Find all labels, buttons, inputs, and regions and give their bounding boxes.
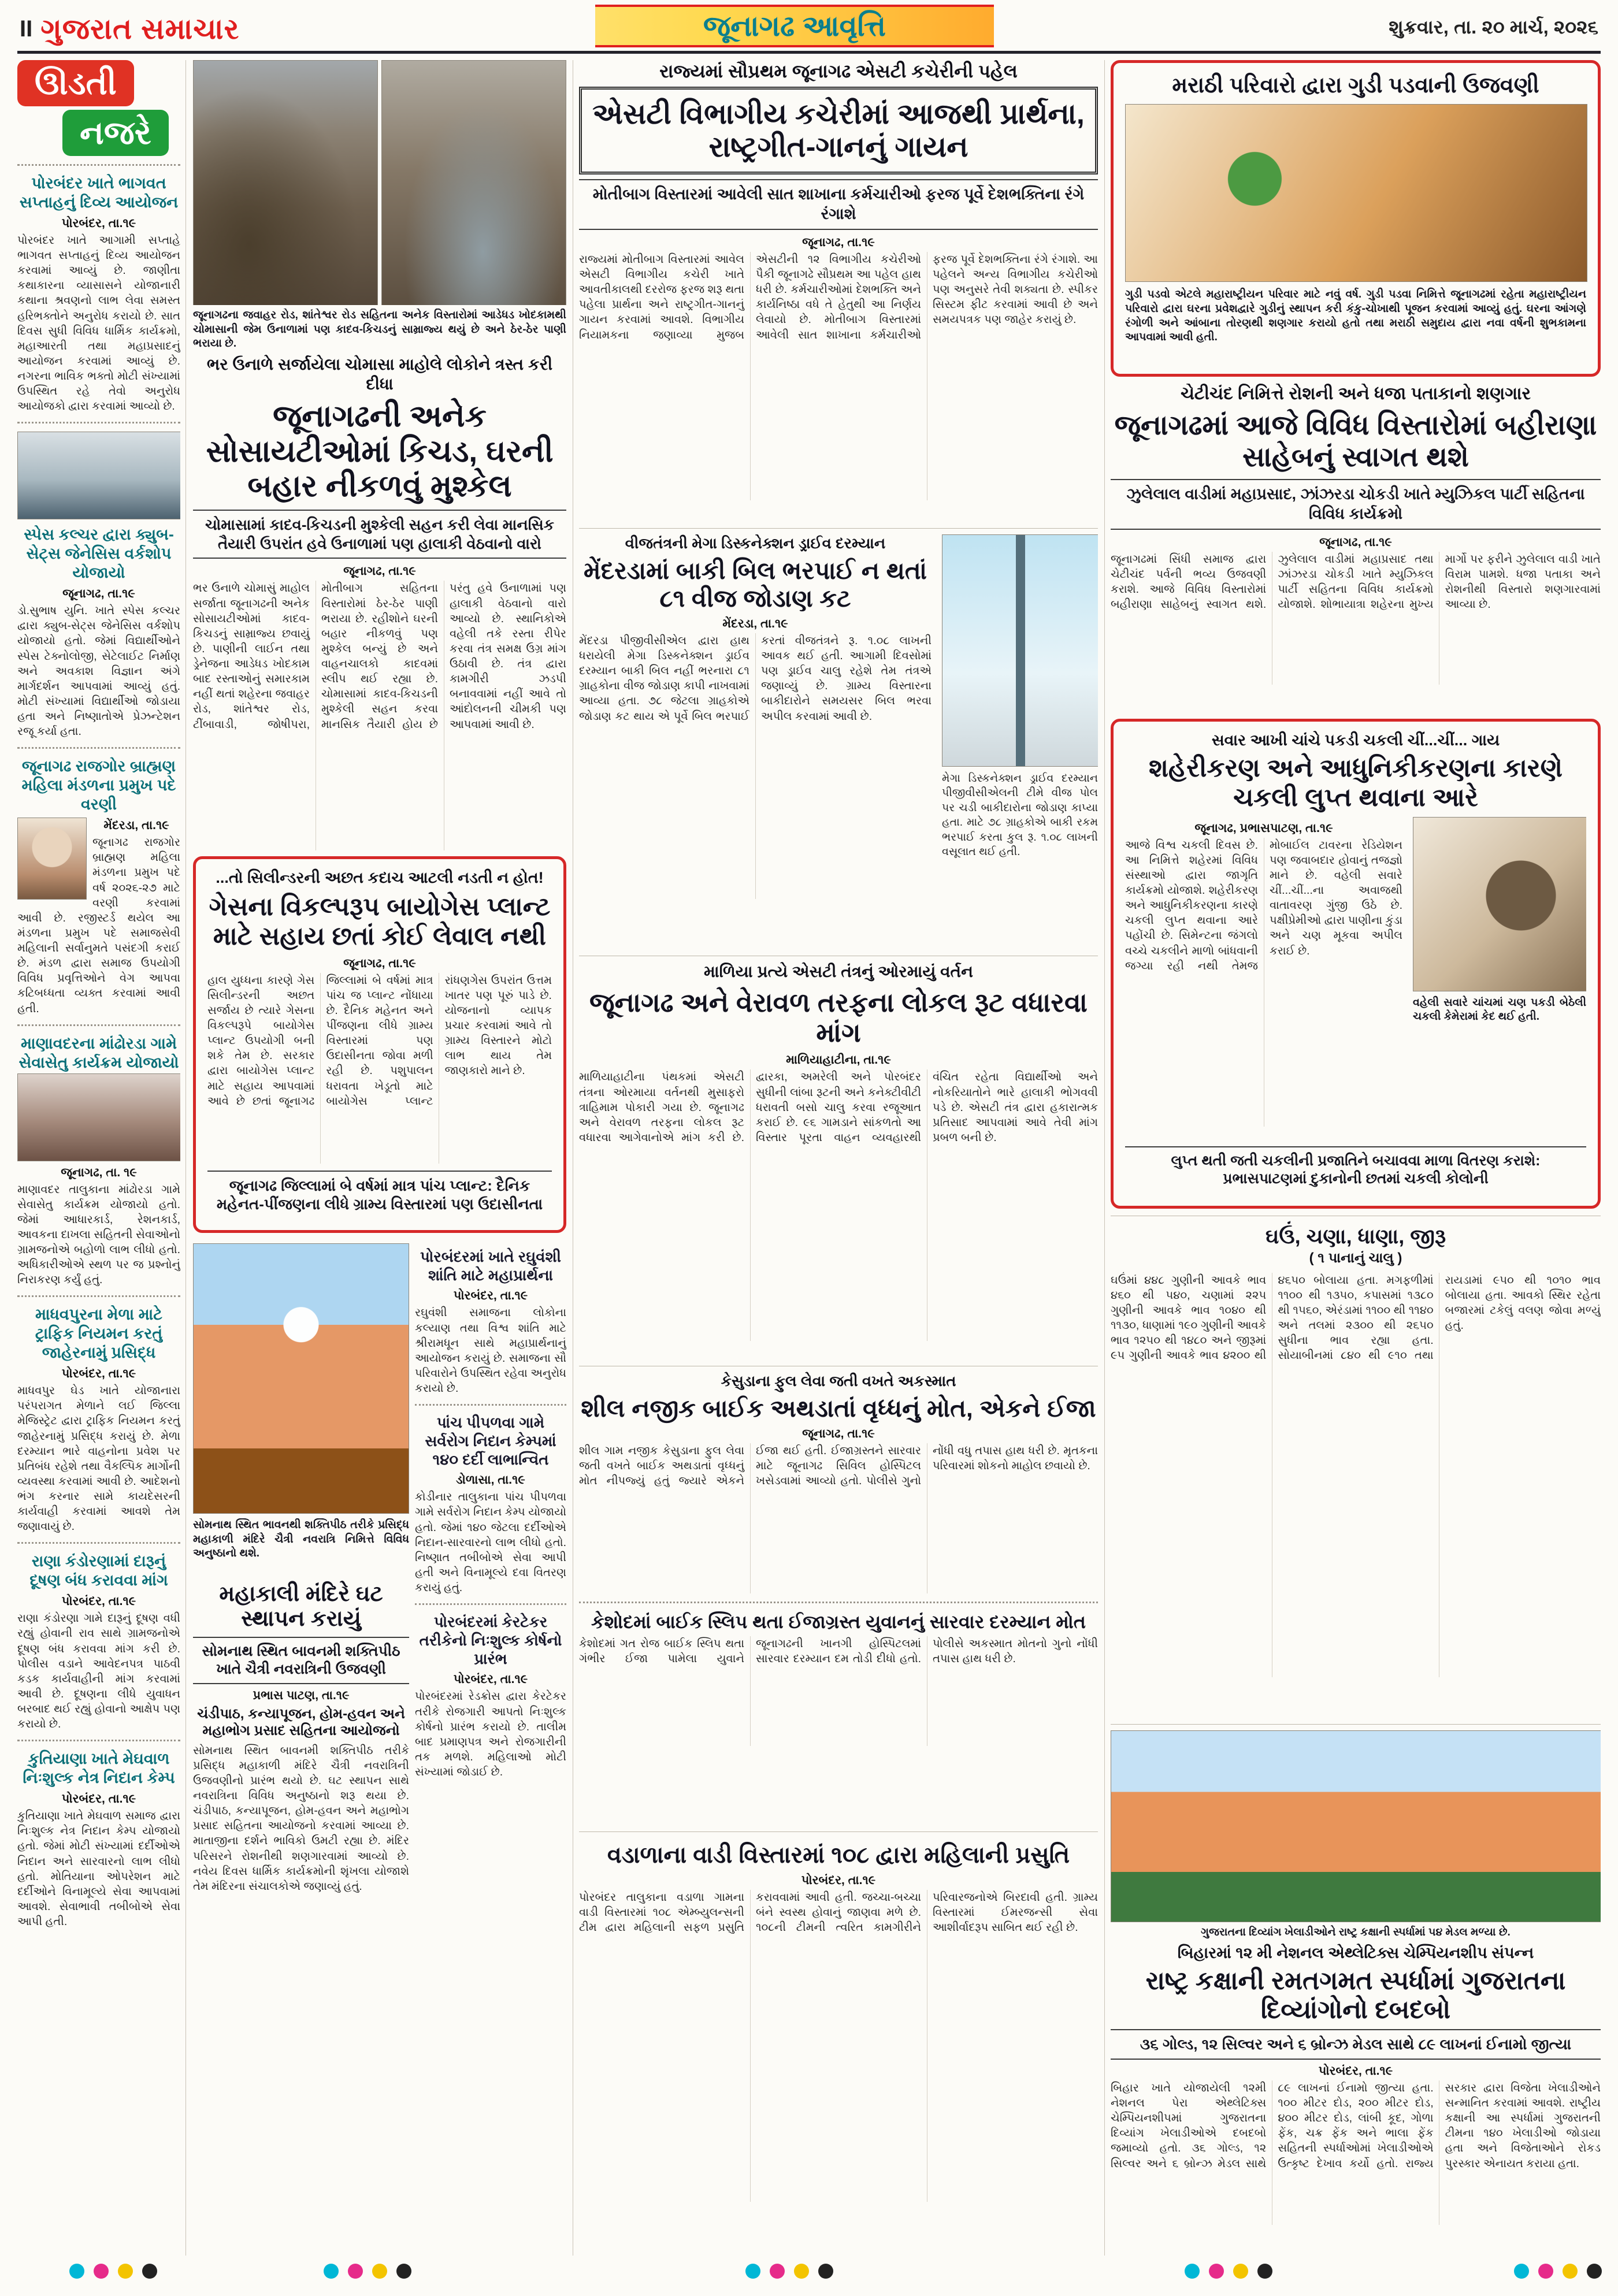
registration-dots [69,2264,157,2279]
section-sports-article [1111,1724,1601,2253]
yellow-dot [118,2264,133,2279]
article-body: માળિયાહાટીના પંથકમાં એસટી તંત્રના ઓરમાયા વર્તનથી મુસાફરો ત્રાહિમામ પોકારી ગયા છે. જૂનાગઢ અને વેરાવળ તરફના લોકલ રૂટ વધારવા આગેવાનોએ માંગ કરી છે. દ્વારકા, અમરેલી અને પોરબંદર સુધીની લાંબા રૂટની અને કનેક્ટીવીટી ધરાવતી બસો ચાલુ કરવા રજૂઆત કરાઈ છે. ૯૬ ગામડાને સાંકળતો આ વિસ્તાર પૂરતા વાહન વ્યવહારથી વંચિત રહેતા વિદ્યાર્થીઓ અને નોકરિયાતોને ભારે હાલાકી ભોગવવી પડે છે. એસટી તંત્ર દ્વારા હકારાત્મક પ્રતિસાદ આપવામાં આવે તેવી માંગ પ્રબળ બની છે. [579,1071,1098,1144]
dateline: જૂનાગઢ, તા.૧૯ [802,1427,875,1441]
power-article-main [579,534,932,951]
article-headline: પાંચ પીપળવા ગામે સર્વરોગ નિદાન કેમ્પમાં ૧૪૦ દર્દી લાભાન્વિત [425,1414,556,1468]
article-body: ડો.સુભાષ યુનિ. ખાતે સ્પેસ કલ્ચર દ્વારા ક્યુબ-સેટ્સ જેનેસિસ વર્કશોપ યોજાયો હતો. જેમાં વિદ્યાર્થીઓને સ્પેસ ટેક્નોલોજી, સેટેલાઈટ નિર્માણ અને અવકાશ વિજ્ઞાન અંગે માર્ગદર્શન આપવામાં આવ્યું હતું. મોટી સંખ્યામાં વિદ્યાર્થીઓ જોડાયા હતા અને નિષ્ણાતોએ પ્રેઝન્ટેશન રજૂ કર્યા હતા. [17,604,180,738]
photo-side-note: મેગા ડિસ્કનેક્શન ડ્રાઈવ દરમ્યાન પીજીવીસીએલની ટીમે વીજ પોલ પર ચડી બાકીદારોના જોડાણ કાપ્યા હતા. માટે ૭૮ ગ્રાહકોએ બાકી રકમ ભરપાઈ કરતા કુલ રૂ. ૧.૦૮ લાખની વસૂલાત થઈ હતી. [942,772,1098,859]
article-headline: જૂનાગઢમાં આજે વિવિધ વિસ્તારોમાં બહીરાણા સાહેબનું સ્વાગત થશે [1114,410,1597,473]
article-body: રઘુવંશી સમાજના લોકોના કલ્યાણ તથા વિશ્વ શાંતિ માટે શ્રીરામધૂન સાથે મહાપ્રાર્થનાનું આયોજન કરાયું છે. સમાજના સૌ પરિવારોને ઉપસ્થિત રહેવા અનુરોધ કરાયો છે. [415,1306,566,1395]
registration-dots [745,2264,833,2279]
section-accident-article [579,1366,1098,1827]
divider [415,1404,566,1406]
photo-muddy-road-2 [381,60,566,305]
market-headline: ઘઉં, ચણા, ધાણા, જીરૂ [1265,1224,1446,1248]
magenta-dot [1209,2264,1224,2279]
article-body: કુતિયાણા ખાતે મેઘવાળ સમાજ દ્વારા નિઃશુલ્ક નેત્ર નિદાન કેમ્પ યોજાયો હતો. જેમાં મોટી સંખ્યામાં દર્દીઓએ નિદાન અને સારવારનો લાભ લીધો હતો. મોતિયાના ઓપરેશન માટે દર્દીઓને વિનામૂલ્યે સેવા આપવામાં આવશે. સેવાભાવી તબીબોએ સેવા આપી હતી. [17,1810,180,1929]
divider [17,422,180,423]
photo-sparrow [1413,817,1586,991]
article-subhead: સોમનાથ સ્થિત બાવનમી શક્તિપીઠ ખાતે ચૈત્રી નવરાત્રિની ઉજવણી [193,1637,409,1685]
yellow-dot [372,2264,387,2279]
masthead-logo: ગુજરાત સમાચાર [40,12,240,45]
article-body: હાલ યુધ્ધના કારણે ગેસ સિલીન્ડરની અછત સર્જાય છે ત્યારે ગેસના વિકલ્પરૂપે બાયોગેસ પ્લાન્ટ ઉપયોગી બની શકે તેમ છે. સરકાર દ્વારા બાયોગેસ પ્લાન્ટ માટે સહાય આપવામાં આવે છે છતાં જૂનાગઢ જિલ્લામાં બે વર્ષમાં માત્ર પાંચ જ પ્લાન્ટ નોંધાયા છે. દૈનિક મહેનત અને પીંજણના લીધે ગ્રામ્ય વિસ્તારમાં પણ ઉદાસીનતા જોવા મળી રહી છે. પશુપાલન ધરાવતા ખેડૂતો માટે બાયોગેસ પ્લાન્ટ રાંધણગેસ ઉપરાંત ઉત્તમ ખાતર પણ પૂરું પાડે છે. યોજનાનો વ્યાપક પ્રચાર કરવામાં આવે તો ગ્રામ્ય વિસ્તારને મોટો લાભ થાય તેમ જાણકારો માને છે. [207,974,552,1108]
sidebar-title-top: ઊડતી [17,60,134,106]
divider [17,1542,180,1544]
article-body: રાણા કંડોરણા ગામે દારૂનું દૂષણ વધી રહ્યું હોવાની રાવ સાથે ગ્રામજનોએ દૂષણ બંધ કરાવવા માંગ કરી છે. પોલીસ વડાને આવેદનપત્ર પાઠવી કડક કાર્યવાહીની માંગ કરવામાં આવી છે. દૂષણના લીધે યુવાધન બરબાદ થઈ રહ્યું હોવાનો આક્ષેપ પણ કરાયો છે. [17,1612,180,1731]
article-headline: મેંદરડામાં બાકી બિલ ભરપાઈ ન થતાં ૮૧ વીજ જોડાણ કટ [583,557,927,612]
article-body: ભર ઉનાળે ચોમાસું માહોલ સર્જાતા જૂનાગઢની અનેક સોસાયટીઓમાં કાદવ-કિચડનું સામ્રાજ્ય છવાયું છે. પાણીની લાઈન તથા ડ્રેનેજના આડેધડ ખોદકામ બાદ રસ્તાઓનું સમારકામ નહીં થતાં શહેરના જવાહર રોડ, શાંતેશ્વર રોડ, ટીંબાવાડી, જોષીપરા, મોતીબાગ સહિતના વિસ્તારોમાં ઠેર-ઠેર પાણી ભરાયા છે. રહીશોને ઘરની બહાર નીકળવું પણ મુશ્કેલ બન્યું છે અને વાહનચાલકો કાદવમાં સ્લીપ થઈ રહ્યા છે. ચોમાસામાં કાદવ-કિચડની મુશ્કેલી સહન કરવા માનસિક તૈયારી હોય છે પરંતુ હવે ઉનાળામાં પણ હાલાકી વેઠવાનો વારો આવ્યો છે. સ્થાનિકોએ વહેલી તકે રસ્તા રીપેર કરવા તંત્ર સમક્ષ ઉગ્ર માંગ ઉઠાવી છે. તંત્ર દ્વારા કામગીરી ઝડપી બનાવવામાં નહીં આવે તો આંદોલનની ચીમકી પણ આપવામાં આવી છે. [193,582,566,731]
article-headline: જૂનાગઢ રાજગોર બ્રાહ્મણ મહિલા મંડળના પ્રમુખ પદે વરણી [21,757,176,813]
black-dot [1257,2264,1272,2279]
sub-article-body: કેશોદમાં ગત રોજ બાઈક સ્લિપ થતા ગંભીર ઈજા પામેલા યુવાને જૂનાગઢની ખાનગી હોસ્પિટલમાં સારવાર દરમ્યાન દમ તોડી દીધો હતો. પોલીસે અકસ્માત મોતનો ગુનો નોંધી તપાસ હાથ ધરી છે. [579,1637,1098,1665]
article-headline: ગેસના વિકલ્પરૂપ બાયોગેસ પ્લાન્ટ માટે સહાય છતાં કોઈ લેવાલ નથી [209,893,551,950]
black-dot [396,2264,411,2279]
article-subhead-2: ચંડીપાઠ, કન્યાપૂજન, હોમ-હવન અને મહાભોગ પ્રસાદ સહિતના આયોજનો [197,1706,405,1738]
dateline: પોરબંદર, તા.૧૯ [61,1792,136,1806]
sidebar-article [17,1749,180,1929]
section-maliya-st-article [579,956,1098,1361]
article-kicker: સવાર આખી ચાંચે પકડી ચકલી ચીં...ચીં... ગાય [1211,731,1500,749]
yellow-dot [1563,2264,1578,2279]
mini-article [415,1248,566,1396]
article-body: જૂનાગઢમાં સિંધી સમાજ દ્વારા ચેટીચંદ પર્વની ભવ્ય ઉજવણી કરાશે. આજે વિવિધ વિસ્તારોમાં બહીરાણા સાહેબનું સ્વાગત થશે. ઝુલેલાલ વાડીમાં મહાપ્રસાદ તથા ઝાંઝરડા ચોકડી ખાતે મ્યુઝિકલ પાર્ટી સહિતના વિવિધ કાર્યક્રમો યોજાશે. શોભાયાત્રા શહેરના મુખ્ય માર્ગો પર ફરીને ઝુલેલાલ વાડી ખાતે વિરામ પામશે. ધજા પતાકા અને રોશનીથી વિસ્તારો શણગારવામાં આવ્યા છે. [1111,552,1601,611]
article-headline: શહેરીકરણ અને આધુનિકીકરણના કારણે ચકલી લુપ્ત થવાના આરે [1148,754,1563,812]
article-body: શીલ ગામ નજીક કેસુડાના ફુલ લેવા જતી વખતે બાઈક અથડાતાં વૃધ્ધનું મોત નીપજ્યું હતું જ્યારે એકને ઈજા થઈ હતી. ઈજાગ્રસ્તને સારવાર માટે જૂનાગઢ સિવિલ હોસ્પિટલ ખસેડવામાં આવ્યો હતો. પોલીસે ગુનો નોંધી વધુ તપાસ હાથ ધરી છે. મૃતકના પરિવારમાં શોકનો માહોલ છવાયો છે. [579,1444,1098,1488]
cyan-dot [745,2264,760,2279]
magenta-dot [1538,2264,1553,2279]
power-article-side [942,534,1098,951]
column-rule [185,60,186,2256]
market-continued-note: ( ૧ પાનાનું ચાલુ ) [1309,1250,1402,1266]
divider [17,1024,180,1026]
dateline: માળિયાહાટીના, તા.૧૯ [786,1053,891,1067]
article-body: માધવપુર ઘેડ ખાતે યોજાનારા પરંપરાગત મેળાને લઈ જિલ્લા મેજિસ્ટ્રેટ દ્વારા ટ્રાફિક નિયમન કરતું જાહેરનામું પ્રસિદ્ધ કરાયું છે. મેળા દરમ્યાન ભારે વાહનોના પ્રવેશ પર પ્રતિબંધ રહેશે તથા વૈકલ્પિક માર્ગોની વ્યવસ્થા કરવામાં આવી છે. આદેશનો ભંગ કરનાર સામે કાયદેસરની કાર્યવાહી કરવામાં આવશે તેમ જણાવાયું છે. [17,1384,180,1533]
article-kicker: ભર ઉનાળે સર્જાયેલા ચોમાસા માહોલે લોકોને ત્રસ્ત કરી દીધા [206,355,553,393]
article-body: મેંદરડા પીજીવીસીએલ દ્વારા હાથ ધરાયેલી મેગા ડિસ્કનેક્શન ડ્રાઈવ દરમ્યાન બાકી બિલ નહીં ભરનારા ૮૧ ગ્રાહકોના વીજ જોડાણ કાપી નાખવામાં આવ્યા હતા. ૭૮ જેટલા ગ્રાહકોએ જોડાણ કટ થાય એ પૂર્વે બિલ ભરપાઈ કરતાં વીજતંત્રને રૂ. ૧.૦૮ લાખની આવક થઈ હતી. આગામી દિવસોમાં પણ ડ્રાઈવ ચાલુ રહેશે તેમ તંત્રએ જણાવ્યું છે. ગ્રામ્ય વિસ્તારના બાકીદારોને સમયસર બિલ ભરવા અપીલ કરવામાં આવી છે. [579,634,932,723]
sparrow-article-layout [1125,817,1586,1140]
sub-article-headline: કેશોદમાં બાઈક સ્લિપ થતા ઈજાગ્રસ્ત યુવાનનું સારવાર દરમ્યાન મોત [591,1611,1086,1633]
sidebar-article [17,1552,180,1732]
article-headline: પોરબંદરમાં ખાતે રઘુવંશી શાંતિ માટે મહાપ્રાર્થના [420,1248,561,1284]
article-body: પોરબંદર તાલુકાના વડાળા ગામના વાડી વિસ્તારમાં ૧૦૮ એમ્બ્યુલન્સની ટીમ દ્વારા મહિલાની સફળ પ્રસુતિ કરાવવામાં આવી હતી. જચ્ચા-બચ્ચા બંને સ્વસ્થ હોવાનું જાણવા મળે છે. ૧૦૮ની ટીમની ત્વરિત કામગીરીને પરિવારજનોએ બિરદાવી હતી. ગ્રામ્ય વિસ્તારમાં ઈમરજન્સી સેવા આશીર્વાદરૂપ સાબિત થઈ રહી છે. [579,1890,1098,1934]
photo-lineman-on-pole [942,534,1098,767]
photo-workshop-group [17,432,180,519]
sidebar-title [17,60,180,156]
article-headline: મહાકાલી મંદિરે ઘટ સ્થાપન કરાયું [219,1582,383,1632]
article-body: સોમનાથ સ્થિત બાવનમી શક્તિપીઠ તરીકે પ્રસિદ્ધ મહાકાળી મંદિરે ચૈત્રી નવરાત્રિની ઉજવણીનો પ્રારંભ થયો છે. ઘટ સ્થાપન સાથે નવરાત્રિના વિવિધ અનુષ્ઠાનો શરૂ થયા છે. ચંડીપાઠ, કન્યાપૂજન, હોમ-હવન અને મહાભોગ પ્રસાદ સહિતના આયોજનો કરવામાં આવ્યા છે. માતાજીના દર્શને ભાવિકો ઉમટી રહ્યા છે. મંદિર પરિસરને રોશનીથી શણગારવામાં આવ્યો છે. નવેય દિવસ ધાર્મિક કાર્યક્રમોની શૃંખલા યોજાશે તેમ મંદિરના સંચાલકોએ જણાવ્યું હતું. [193,1744,409,1893]
sidebar-article [17,432,180,739]
divider [17,747,180,749]
market-body: ઘઉંમાં ૪૪૮ ગુણીની આવકે ભાવ ૪૬૦ થી ૫૪૦, ચણામાં ૨૨૫ ગુણીની આવકે ભાવ ૧૦૪૦ થી ૧૧૩૦, ધાણામાં ૧૯૦ ગુણીની આવકે ભાવ ૧૨૫૦ થી ૧૪૮૦ અને જીરૂમાં ૯૫ ગુણીની આવકે ભાવ ૪૨૦૦ થી ૪૬૫૦ બોલાયા હતા. મગફળીમાં ૧૧૦૦ થી ૧૩૫૦, કપાસમાં ૧૩૮૦ થી ૧૫૬૦, એરંડામાં ૧૧૦૦ થી ૧૧૪૦ અને તલમાં ૨૩૦૦ થી ૨૬૫૦ સુધીના ભાવ રહ્યા હતા. સોયાબીનમાં ૮૪૦ થી ૯૧૦ તથા રાયડામાં ૯૫૦ થી ૧૦૧૦ ભાવ બોલાયા હતા. આવકો સ્થિર રહેતા બજારમાં ટકેલું વલણ જોવા મળ્યું હતું. [1111,1273,1601,1362]
page-date: શુક્રવાર, તા. ૨૦ માર્ચ, ૨૦૨૬ [1389,16,1598,38]
divider [415,1603,566,1605]
sidebar-article [17,757,180,1016]
photo-athletes-group [1111,1730,1601,1922]
masthead-group [20,10,239,47]
article-kicker: માળિયા પ્રત્યે એસટી તંત્રનું ઓરમાયું વર્તન [704,963,973,980]
section-sparrow-article [1111,719,1601,1209]
article-body: આજે વિશ્વ ચકલી દિવસ છે. આ નિમિત્તે શહેરમાં વિવિધ સંસ્થાઓ દ્વારા જાગૃતિ કાર્યક્રમો યોજાશે. શહેરીકરણ અને આધુનિકીકરણના કારણે ચકલી લુપ્ત થવાના આરે પહોંચી છે. સિમેન્ટના જંગલો વચ્ચે ચકલીને માળો બાંધવાની જગ્યા રહી નથી તેમજ મોબાઈલ ટાવરના રેડિયેશન પણ જવાબદાર હોવાનું તજજ્ઞો માને છે. વહેલી સવારે ચીં...ચીં...ના અવાજથી વાતાવરણ ગુંજી ઉઠે છે. પક્ષીપ્રેમીઓ દ્વારા પાણીના કુંડા અને ચણ મૂકવા અપીલ કરાઈ છે. [1125,838,1402,972]
edition-title: જૂનાગઢ આવૃત્તિ [595,5,994,47]
mini-article [415,1613,566,1779]
dateline: પોરબંદર, તા.૧૯ [453,1289,528,1303]
section-market-report [1111,1216,1601,1716]
section-biogas-article [193,856,566,1233]
dateline: પોરબંદર, તા.૧૯ [61,216,136,230]
dateline: મેંદરડા, તા.૧૯ [722,616,788,630]
article-body: જૂનાગઢ રાજગોર બ્રાહ્મણ મહિલા મંડળના પ્રમુખ પદે વર્ષ ૨૦૨૬-૨૭ માટે વરણી કરવામાં આવી છે. રજીસ્ટર્ડ થયેલ આ મંડળના પ્રમુખ પદે સમાજસેવી મહિલાની સર્વાનુમતે પસંદગી કરાઈ છે. મંડળ દ્વારા સમાજ ઉપયોગી વિવિધ પ્રવૃત્તિઓને વેગ આપવા કટિબધ્ધતા વ્યક્ત કરવામાં આવી હતી. [17,836,180,1015]
article-headline: રાષ્ટ્ર કક્ષાની રમતગમત સ્પર્ધામાં ગુજરાતના દિવ્યાંગોનો દબદબો [1145,1967,1566,2024]
divider [17,1295,180,1297]
column-rule [1104,60,1105,2256]
article-subhead: ૩૬ ગોલ્ડ, ૧૨ સિલ્વર અને ૬ બ્રોન્ઝ મેડલ સાથે ૮૯ લાખનાં ઈનામો જીત્યા [1111,2029,1601,2060]
sparrow-article-main [1125,817,1402,1140]
section-temple-article [193,1580,409,2253]
registration-dots [1185,2264,1272,2279]
sparrow-article-side [1413,817,1586,1140]
article-headline: વડાળાના વાડી વિસ્તારમાં ૧૦૮ દ્વારા મહિલાની પ્રસુતિ [607,1842,1070,1868]
dateline: મેંદરડા, તા.૧૯ [103,819,169,833]
mud-photo-strip [193,60,566,305]
section-mud-article [193,355,566,850]
article-subhead: ચોમાસામાં કાદવ-કિચડની મુશ્કેલી સહન કરી લેવા માનસિક તૈયારી ઉપરાંત હવે ઉનાળામાં પણ હાલાકી વેઠવાનો વારો [193,510,566,559]
temple-photo-caption: સોમનાથ સ્થિત ભાવનથી શક્તિપીઠ તરીકે પ્રસિદ્ધ મહાકાળી મંદિરે ચૈત્રી નવરાત્રિ નિમિત્તે વિવિધ અનુષ્ઠાનો થશે. [193,1519,409,1560]
dateline: જૂનાગઢ, તા.૧૯ [343,956,416,970]
section-vadala-article [579,1831,1098,2253]
article-headline: શીલ નજીક બાઈક અથડાતાં વૃધ્ધનું મોત, એકને ઈજા [581,1395,1096,1422]
dateline: પોરબંદર, તા.૧૯ [801,1873,876,1887]
registration-dots [1514,2264,1602,2279]
dateline: જૂનાગઢ, તા.૧૯ [802,235,875,249]
dateline: જૂનાગઢ, તા. ૧૯ [61,1165,137,1179]
article-subhead: જૂનાગઢ જિલ્લામાં બે વર્ષમાં માત્ર પાંચ પ્લાન્ટ: દૈનિક મહેનત-પીંજણના લીધે ગ્રામ્ય વિસ્તારમાં પણ ઉદાસીનતા [207,1171,552,1218]
mini-article [415,1414,566,1595]
article-headline: મરાઠી પરિવારો દ્વારા ગુડી પડવાની ઉજવણી [1172,73,1539,98]
cyan-dot [324,2264,339,2279]
sidebar-udti-najre [17,60,180,2256]
dateline: પ્રભાસ પાટણ, તા.૧૯ [253,1689,350,1703]
page-number: II [20,16,33,42]
article-headline: સ્પેસ કલ્ચર દ્વારા ક્યુબ-સેટ્સ જેનેસિસ વર્કશોપ યોજાયો [24,526,174,582]
article-body: બિહાર ખાતે યોજાયેલી ૧૨મી નેશનલ પેરા એથ્લેટિક્સ ચેમ્પિયનશીપમાં ગુજરાતના દિવ્યાંગ ખેલાડીઓએ દબદબો જમાવ્યો હતો. ૩૬ ગોલ્ડ, ૧૨ સિલ્વર અને ૬ બ્રોન્ઝ મેડલ સાથે ૮૯ લાખનાં ઈનામો જીત્યા હતા. ૧૦૦ મીટર દોડ, ૨૦૦ મીટર દોડ, ૪૦૦ મીટર દોડ, લાંબી કૂદ, ગોળા ફેંક, ચક્ર ફેંક અને ભાલા ફેંક સહિતની સ્પર્ધાઓમાં ખેલાડીઓએ ઉત્કૃષ્ટ દેખાવ કર્યો હતો. રાજ્ય સરકાર દ્વારા વિજેતા ખેલાડીઓને સન્માનિત કરવામાં આવશે. રાષ્ટ્રીય કક્ષાની આ સ્પર્ધામાં ગુજરાતની ટીમના ૧૪૦ ખેલાડીઓ જોડાયા હતા અને વિજેતાઓને રોકડ પુરસ્કાર એનાયત કરાયા હતા. [1111,2081,1601,2170]
black-dot [818,2264,833,2279]
dateline: જૂનાગઢ, પ્રભાસપાટણ, તા.૧૯ [1194,821,1333,835]
article-body: કોડીનાર તાલુકાના પાંચ પીપળવા ગામે સર્વરોગ નિદાન કેમ્પ યોજાયો હતો. જેમાં ૧૪૦ જેટલા દર્દીઓએ નિદાન-સારવારનો લાભ લીધો હતો. નિષ્ણાત તબીબોએ સેવા આપી હતી અને વિનામૂલ્યે દવા વિતરણ કરાયું હતું. [415,1491,566,1595]
article-headline: માણાવદરના માંઢોરડા ગામે સેવાસેતુ કાર્યક્રમ યોજાયો [18,1034,179,1071]
magenta-dot [348,2264,363,2279]
photo-muddy-road-1 [193,60,378,305]
article-kicker: બિહારમાં ૧૨ મી નેશનલ એથ્લેટિક્સ ચેમ્પિયનશીપ સંપન્ન [1177,1944,1534,1961]
cyan-dot [69,2264,84,2279]
photo-mahakali-temple [193,1243,409,1514]
article-subhead: લુપ્ત થતી જતી ચકલીની પ્રજાતિને બચાવવા માળા વિતરણ કરાશે: પ્રભાસપાટણમાં દુકાનોની છતમાં ચકલી કોલોની [1125,1146,1586,1193]
black-dot [1587,2264,1602,2279]
article-headline: પોરબંદરમાં કેરટેકર તરીકેનો નિઃશુલ્ક કોર્ષનો પ્રારંભ [419,1613,562,1667]
dateline: પોરબંદર, તા.૧૯ [453,1673,528,1686]
article-body: પોરબંદરમાં રેડક્રોસ દ્વારા કેરટેકર તરીકે રોજગારી આપતો નિઃશુલ્ક કોર્ષનો પ્રારંભ કરાયો છે. તાલીમ બાદ પ્રમાણપત્ર અને રોજગારીની તક મળશે. મહિલાઓ મોટી સંખ્યામાં જોડાઈ છે. [415,1690,566,1778]
dateline: પોરબંદર, તા.૧૯ [61,1595,136,1608]
dateline: પોરબંદર, તા.૧૯ [1318,2064,1393,2078]
magenta-dot [94,2264,109,2279]
article-kicker: ચેટીચંદ નિમિત્તે રોશની અને ધજા પતાકાનો શણગાર [1180,384,1531,403]
dateline: પોરબંદર, તા.૧૯ [61,1367,136,1381]
photo-caption: ગુજરાતના દિવ્યાંગ ખેલાડીઓને રાષ્ટ્ર કક્ષાની સ્પર્ધામાં ૫૪ મેડલ મળ્યા છે. [1201,1926,1511,1938]
article-body: રાજ્યમાં મોતીબાગ વિસ્તારમાં આવેલ એસટી વિભાગીય કચેરી ખાતે આવતીકાલથી દરરોજ ફરજ શરૂ થતા પહેલા પ્રાર્થના અને રાષ્ટ્રગીત-ગાનનું ગાયન કરવામાં આવશે. વિભાગીય નિયામકના જણાવ્યા મુજબ એસટીની ૧૨ વિભાગીય કચેરીઓ પૈકી જૂનાગઢે સૌપ્રથમ આ પહેલ હાથ ધરી છે. કર્મચારીઓમાં દેશભક્તિ અને કાર્યનિષ્ઠા વધે તે હેતુથી આ નિર્ણય લેવાયો છે. મોતીબાગ વિસ્તારમાં આવેલી સાત શાખાના કર્મચારીઓ ફરજ પૂર્વે દેશભક્તિના રંગે રંગાશે. આ પહેલને અન્ય વિભાગીય કચેરીઓ પણ અનુસરે તેવી શક્યતા છે. સ્પીકર સિસ્ટમ ફીટ કરવામાં આવી છે અને સમયપત્રક પણ જાહેર કરાયું છે. [579,252,1098,341]
article-headline: જૂનાગઢ અને વેરાવળ તરફના લોકલ રૂટ વધારવા માંગ [589,987,1088,1048]
divider [17,164,180,166]
article-kicker: વીજતંત્રની મેગા ડિસ્કનેક્શન ડ્રાઈવ દરમ્યાન [625,534,886,552]
sidebar-title-bottom: નજરે [62,110,169,156]
sidebar-article [17,1034,180,1288]
section-st-prayer-article [579,60,1098,525]
divider [17,1740,180,1741]
cyan-dot [1514,2264,1529,2279]
photo-caption: વહેલી સવારે ચાંચમાં ચણ પકડી બેઠેલી ચકલી કેમેરામાં કેદ થઈ હતી. [1413,996,1586,1023]
article-kicker: ...તો સિલીન્ડરની અછત કદાચ આટલી નડતી ન હોત! [216,869,544,886]
black-dot [142,2264,157,2279]
dateline: જૂનાગઢ, તા.૧૯ [343,564,416,578]
article-subhead: ઝુલેલાલ વાડીમાં મહાપ્રસાદ, ઝાંઝરડા ચોકડી ખાતે મ્યુઝિકલ પાર્ટી સહિતના વિવિધ કાર્યક્રમો [1111,479,1601,530]
article-headline: રાણા કંડોરણામાં દારૂનું દૂષણ બંધ કરાવવા માંગ [29,1552,168,1589]
registration-dots [324,2264,411,2279]
dateline: જૂનાગઢ, તા.૧૯ [62,587,135,601]
article-headline: એસટી વિભાગીય કચેરીમાં આજથી પ્રાર્થના, રાષ્ટ્રગીત-ગાનનું ગાયન [579,87,1098,174]
sidebar-article [17,174,180,414]
sidebar-article [17,1305,180,1534]
photo-sevasetu-camp [17,1073,180,1161]
article-headline: કુતિયાણા ખાતે મેઘવાળ નિઃશુલ્ક નેત્ર નિદાન કેમ્પ [23,1750,175,1787]
photo-caption: ગુડી પડવો એટલે મહારાષ્ટ્રીયન પરિવાર માટે નવું વર્ષ. ગુડી પડવા નિમિત્તે જૂનાગઢમાં રહેતા મહારાષ્ટ્રીયન પરિવારો દ્વારા ઘરના પ્રવેશદ્વારે ગુડીનું સ્થાપન કરી કંકુ-ચોખાથી પૂજન કરવામાં આવ્યું હતું. ઘરના આંગણે રંગોળી અને આંબાના તોરણથી શણગાર કરાયો હતો તથા મરાઠી સમુદાય દ્વારા નવા વર્ષની શુભકામના આપવામાં આવી હતી. [1125,288,1586,344]
section-gudi-padwa [1111,60,1601,377]
divider [579,1602,1098,1603]
magenta-dot [770,2264,785,2279]
article-body: પોરબંદર ખાતે આગામી સપ્તાહે ભાગવત સપ્તાહનું દિવ્ય આયોજન કરવામાં આવ્યું છે. જાણીતા કથાકારના વ્યાસાસને યોજાનારી કથાના શ્રવણનો લાભ લેવા સમસ્ત હરિભક્તોને અનુરોધ કરાયો છે. સાત દિવસ સુધી વિવિધ ધાર્મિક કાર્યક્રમો, મહાઆરતી તથા મહાપ્રસાદનું આયોજન કરવામાં આવ્યું છે. નગરના ભાવિક ભક્તો મોટી સંખ્યામાં ઉપસ્થિત રહે તેવો અનુરોધ આયોજકો દ્વારા કરવામાં આવ્યો છે. [17,233,180,413]
article-headline: માધવપુરના મેળા માટે ટ્રાફિક નિયમન કરતું જાહેરનામું પ્રસિદ્ધ [35,1306,163,1362]
photo-gudi-celebration [1125,104,1587,282]
article-kicker: રાજ્યમાં સૌપ્રથમ જૂનાગઢ એસટી કચેરીની પહેલ [659,61,1018,81]
mud-photo-caption: જૂનાગઢના જવાહર રોડ, શાંતેશ્વર રોડ સહિતના અનેક વિસ્તારોમાં આડેધડ ખોદકામથી ચોમાસાની જેમ ઉનાળામાં પણ કાદવ-કિચડનું સામ્રાજ્ય થયું છે અને ઠેર-ઠેર પાણી ભરાયા છે. [193,309,566,350]
header-rule [17,51,1601,54]
article-headline: જૂનાગઢની અનેક સોસાયટીઓમાં કિચડ, ઘરની બહાર નીકળવું મુશ્કેલ [206,399,554,503]
cyan-dot [1185,2264,1200,2279]
section-chetichand-article [1111,384,1601,712]
article-kicker: કેસુડાના ફુલ લેવા જતી વખતે અકસ્માત [721,1372,956,1390]
dateline: ડોળાસા, તા.૧૯ [456,1473,525,1487]
yellow-dot [794,2264,809,2279]
section-power-disconnection-article [579,528,1098,951]
article-headline: પોરબંદર ખાતે ભાગવત સપ્તાહનું દિવ્ય આયોજન [19,174,179,211]
photo-president-portrait [17,818,87,900]
dateline: જૂનાગઢ, તા.૧૯ [1319,535,1392,549]
article-body: માણાવદર તાલુકાના માંઢોરડા ગામે સેવાસેતુ કાર્યક્રમ યોજાયો હતો. જેમાં આધારકાર્ડ, રેશનકાર્ડ, આવકના દાખલા સહિતની સેવાઓનો ગ્રામજનોએ બહોળો લાભ લીધો હતો. અધિકારીઓએ સ્થળ પર જ પ્રશ્નોનું નિરાકરણ કર્યું હતું. [17,1183,180,1287]
yellow-dot [1233,2264,1248,2279]
mini-articles-column [415,1243,566,2253]
article-subhead: મોતીબાગ વિસ્તારમાં આવેલી સાત શાખાના કર્મચારીઓ ફરજ પૂર્વે દેશભક્તિના રંગે રંગાશે [579,179,1098,230]
